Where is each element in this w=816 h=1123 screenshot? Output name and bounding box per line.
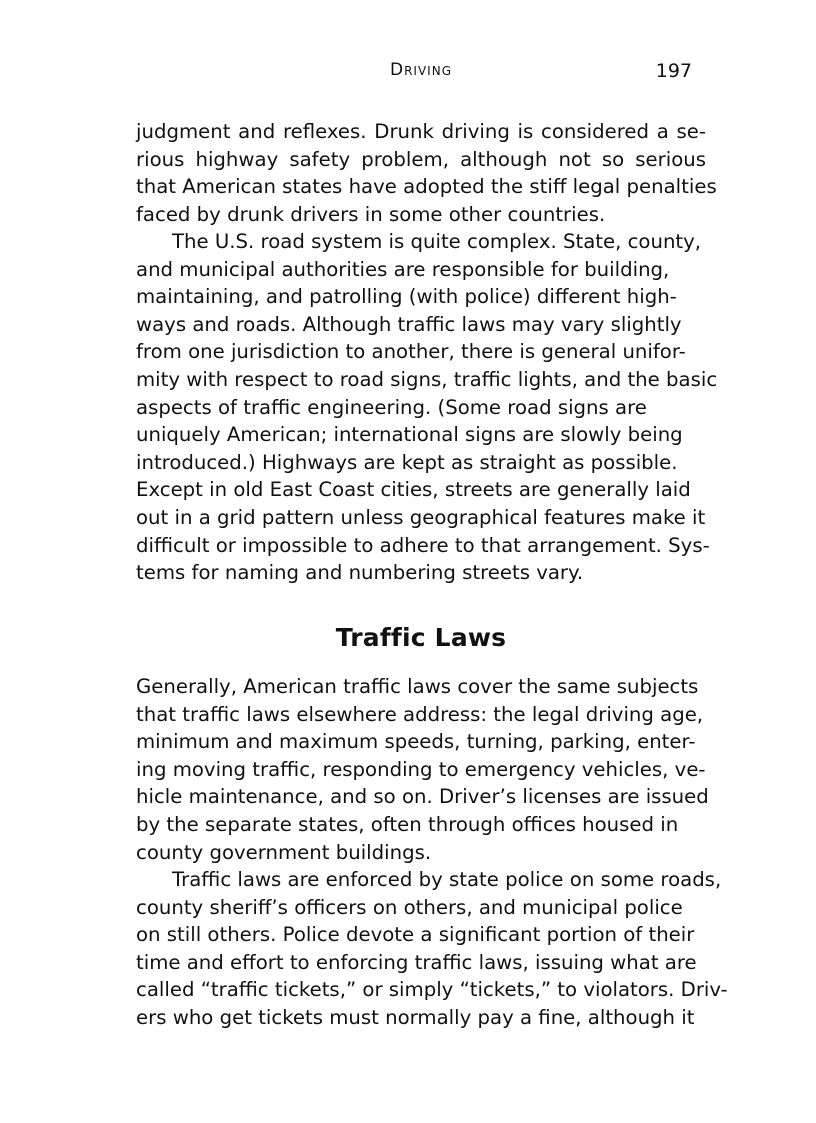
text-line: The U.S. road system is quite complex. State, county, bbox=[172, 230, 702, 253]
text-line: Traffic laws are enforced by state police on some roads, bbox=[172, 868, 722, 891]
text-line: from one jurisdiction to another, there is general unifor- bbox=[136, 340, 686, 364]
text-line: Except in old East Coast cities, streets are generally laid bbox=[136, 478, 691, 502]
text-line: judgment and reflexes. Drunk driving is considered a se- bbox=[136, 120, 706, 143]
running-head bbox=[136, 60, 706, 88]
paragraph-4 bbox=[136, 866, 728, 1032]
text-line: ers who get tickets must normally pay a fine, although it bbox=[136, 1005, 695, 1029]
text-line: mity with respect to road signs, traffic lights, and the basic bbox=[136, 367, 718, 391]
running-title: Driving bbox=[390, 60, 452, 80]
text-line: county sheriff’s officers on others, and municipal police bbox=[136, 895, 683, 919]
text-line: called “traffic tickets,” or simply “tickets,” to violators. Driv- bbox=[136, 978, 728, 1002]
text-line: on still others. Police devote a significant portion of their bbox=[136, 923, 695, 947]
section-heading: Traffic Laws bbox=[335, 623, 507, 652]
text-line: hicle maintenance, and so on. Driver’s licenses are issued bbox=[136, 785, 709, 809]
text-line: ing moving traffic, responding to emergency vehicles, ve- bbox=[136, 757, 706, 781]
page-number: 197 bbox=[655, 60, 692, 82]
text-line: by the separate states, often through offices housed in bbox=[136, 812, 679, 836]
text-line: difficult or impossible to adhere to that arrangement. Sys- bbox=[136, 533, 710, 557]
text-line: that American states have adopted the stiff legal penalties bbox=[136, 175, 717, 199]
text-line: Generally, American traffic laws cover the same subjects bbox=[136, 675, 699, 698]
text-line: introduced.) Highways are kept as straight as possible. bbox=[136, 450, 678, 474]
paragraph-3 bbox=[136, 673, 709, 866]
text-line: tems for naming and numbering streets vary. bbox=[136, 561, 584, 585]
text-line: county government buildings. bbox=[136, 840, 432, 864]
paragraph-1 bbox=[136, 118, 717, 228]
text-line: faced by drunk drivers in some other countries. bbox=[136, 202, 606, 226]
text-line: time and effort to enforcing traffic laws, issuing what are bbox=[136, 950, 697, 974]
text-line: that traffic laws elsewhere address: the legal driving age, bbox=[136, 702, 704, 726]
text-line: ways and roads. Although traffic laws may vary slightly bbox=[136, 312, 682, 336]
text-line: uniquely American; international signs are slowly being bbox=[136, 423, 683, 447]
text-line: maintaining, and patrolling (with police) different high- bbox=[136, 285, 677, 309]
text-line: rious highway safety problem, although not so serious bbox=[136, 147, 706, 171]
text-line: aspects of traffic engineering. (Some road signs are bbox=[136, 395, 647, 419]
text-line: minimum and maximum speeds, turning, parking, enter- bbox=[136, 730, 696, 754]
paragraph-2 bbox=[136, 228, 718, 587]
text-line: and municipal authorities are responsible for building, bbox=[136, 257, 670, 281]
text-line: out in a grid pattern unless geographical features make it bbox=[136, 505, 706, 529]
